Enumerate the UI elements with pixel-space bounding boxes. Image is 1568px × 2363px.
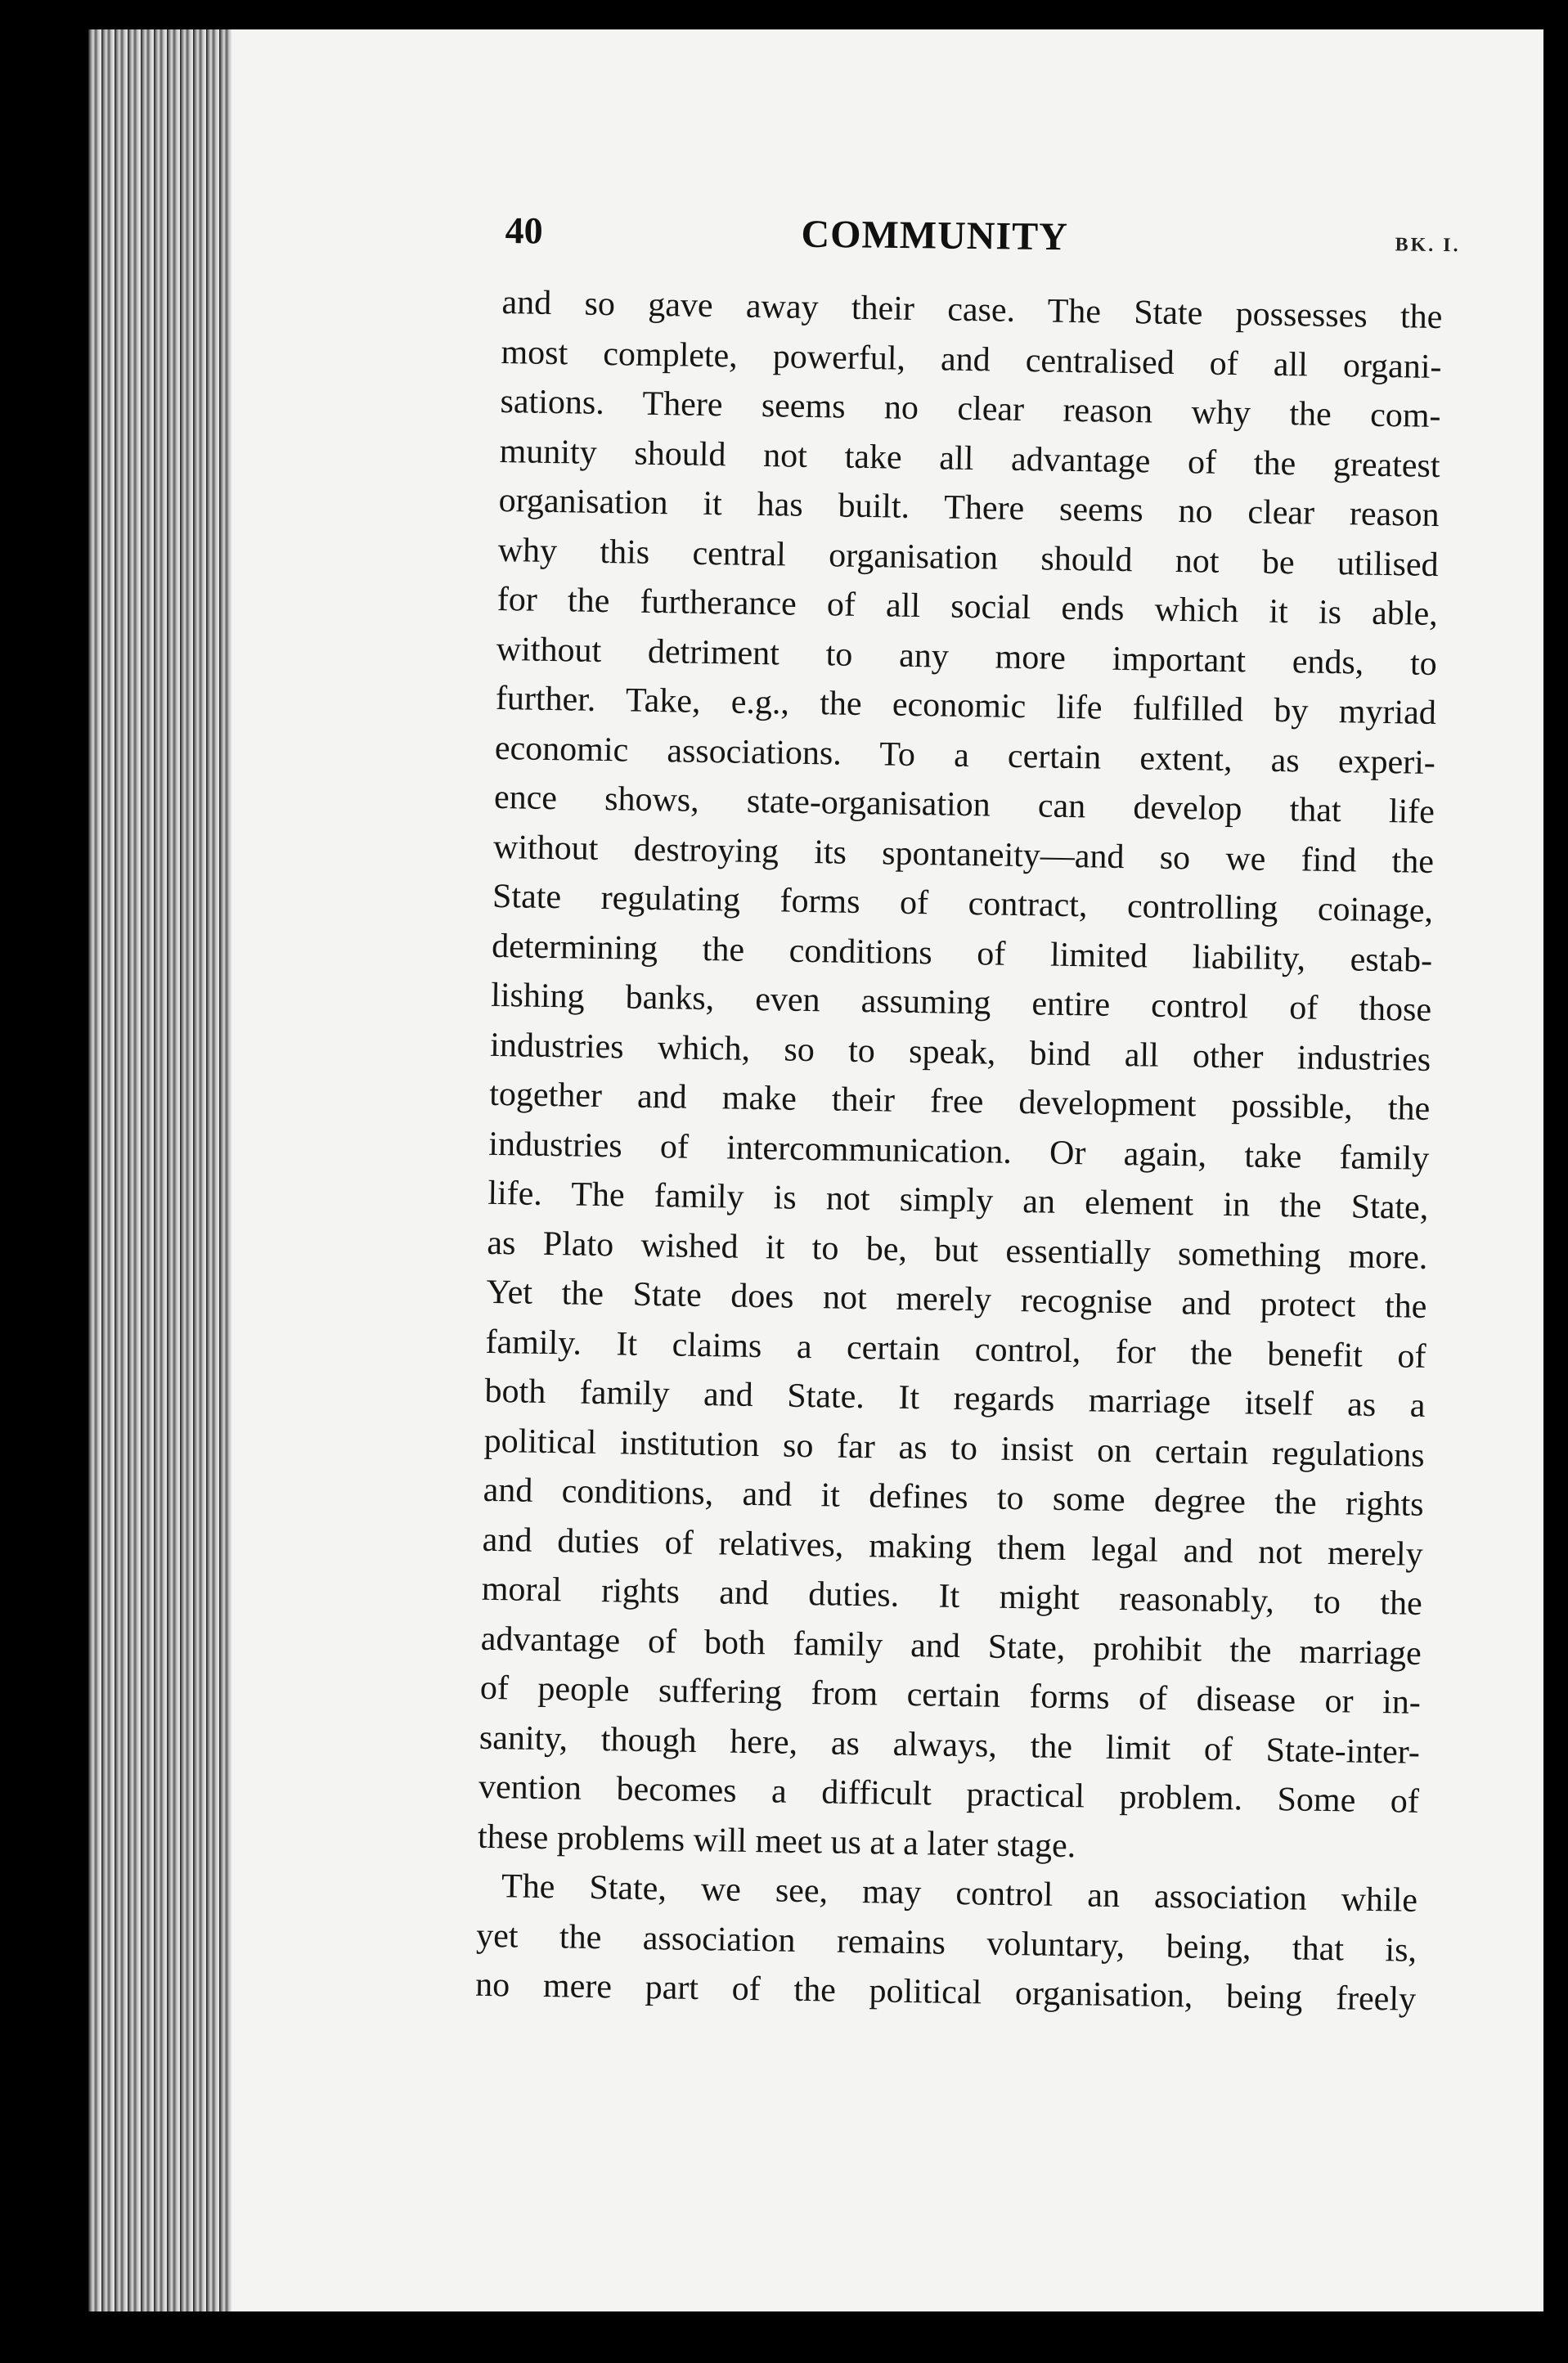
text-line: State regulating forms of contract, controlling coinage, (492, 877, 1434, 930)
text-line: sanity, though here, as always, the limit of State-inter- (478, 1718, 1421, 1772)
text-line: industries of intercommunication. Or again, take family (488, 1125, 1430, 1178)
text-line: moral rights and duties. It might reasonably, to the (481, 1570, 1423, 1623)
text-line: lishing banks, even assuming entire control of those (490, 976, 1432, 1029)
text-line: economic associations. To a certain extent, as experi- (494, 729, 1436, 782)
book-section-mark: BK. I. (1395, 234, 1461, 257)
page-body (475, 278, 1443, 2024)
text-line: munity should not take all advantage of the greatest (499, 432, 1440, 485)
paragraph (475, 1862, 1418, 2025)
text-line: without detriment to any more important ends, to (496, 630, 1438, 683)
text-line: industries which, so to speak, bind all other industries (489, 1026, 1431, 1079)
text-line: family. It claims a certain control, for the benefit of (485, 1323, 1426, 1376)
text-line: most complete, powerful, and centralised of all organi- (501, 333, 1442, 386)
text-line: further. Take, e.g., the economic life fulfilled by myriad (495, 679, 1437, 732)
text-line: no mere part of the political organisation, being freely (474, 1965, 1417, 2019)
text-line: advantage of both family and State, prohibit the marriage (480, 1620, 1422, 1673)
book-binding-edge (88, 29, 231, 2311)
running-title: COMMUNITY (801, 212, 1069, 259)
text-line: these problems will meet us at a later stage. (477, 1817, 1076, 1865)
page-header (505, 209, 1471, 276)
text-line: and so gave away their case. The State possesses the (501, 283, 1443, 337)
text-line: together and make their free development possible, the (488, 1075, 1431, 1128)
text-line: without destroying its spontaneity—and so we find the (492, 828, 1435, 881)
text-line: determining the conditions of limited liability, estab- (491, 927, 1433, 980)
text-line: Yet the State does not merely recognise and protect the (486, 1273, 1427, 1326)
text-line: and duties of relatives, making them legal and not merely (482, 1521, 1423, 1574)
text-line: and conditions, and it defines to some degree the rights (483, 1471, 1424, 1524)
paragraph (478, 278, 1443, 1876)
text-line: political institution so far as to insist on certain regulations (483, 1422, 1425, 1475)
text-line: The State, we see, may control an association while (501, 1867, 1418, 1920)
text-line: both family and State. It regards marriage itself as a (484, 1372, 1426, 1425)
text-line: ence shows, state-organisation can develop that life (493, 778, 1435, 831)
page-number: 40 (505, 209, 543, 252)
text-line: of people suffering from certain forms of disease or in- (479, 1669, 1422, 1722)
text-line: for the furtherance of all social ends which it is able, (496, 580, 1439, 634)
text-line: life. The family is not simply an element in the State, (487, 1174, 1429, 1227)
text-line: organisation it has built. There seems no clear reason (498, 481, 1440, 535)
text-line: yet the association remains voluntary, being, that is, (475, 1916, 1417, 1970)
text-line: vention becomes a difficult practical problem. Some of (478, 1768, 1420, 1821)
text-line: why this central organisation should not be utilised (497, 531, 1439, 584)
text-line: as Plato wished it to be, but essentially something more. (487, 1224, 1428, 1277)
text-line: sations. There seems no clear reason why the com- (500, 382, 1441, 436)
